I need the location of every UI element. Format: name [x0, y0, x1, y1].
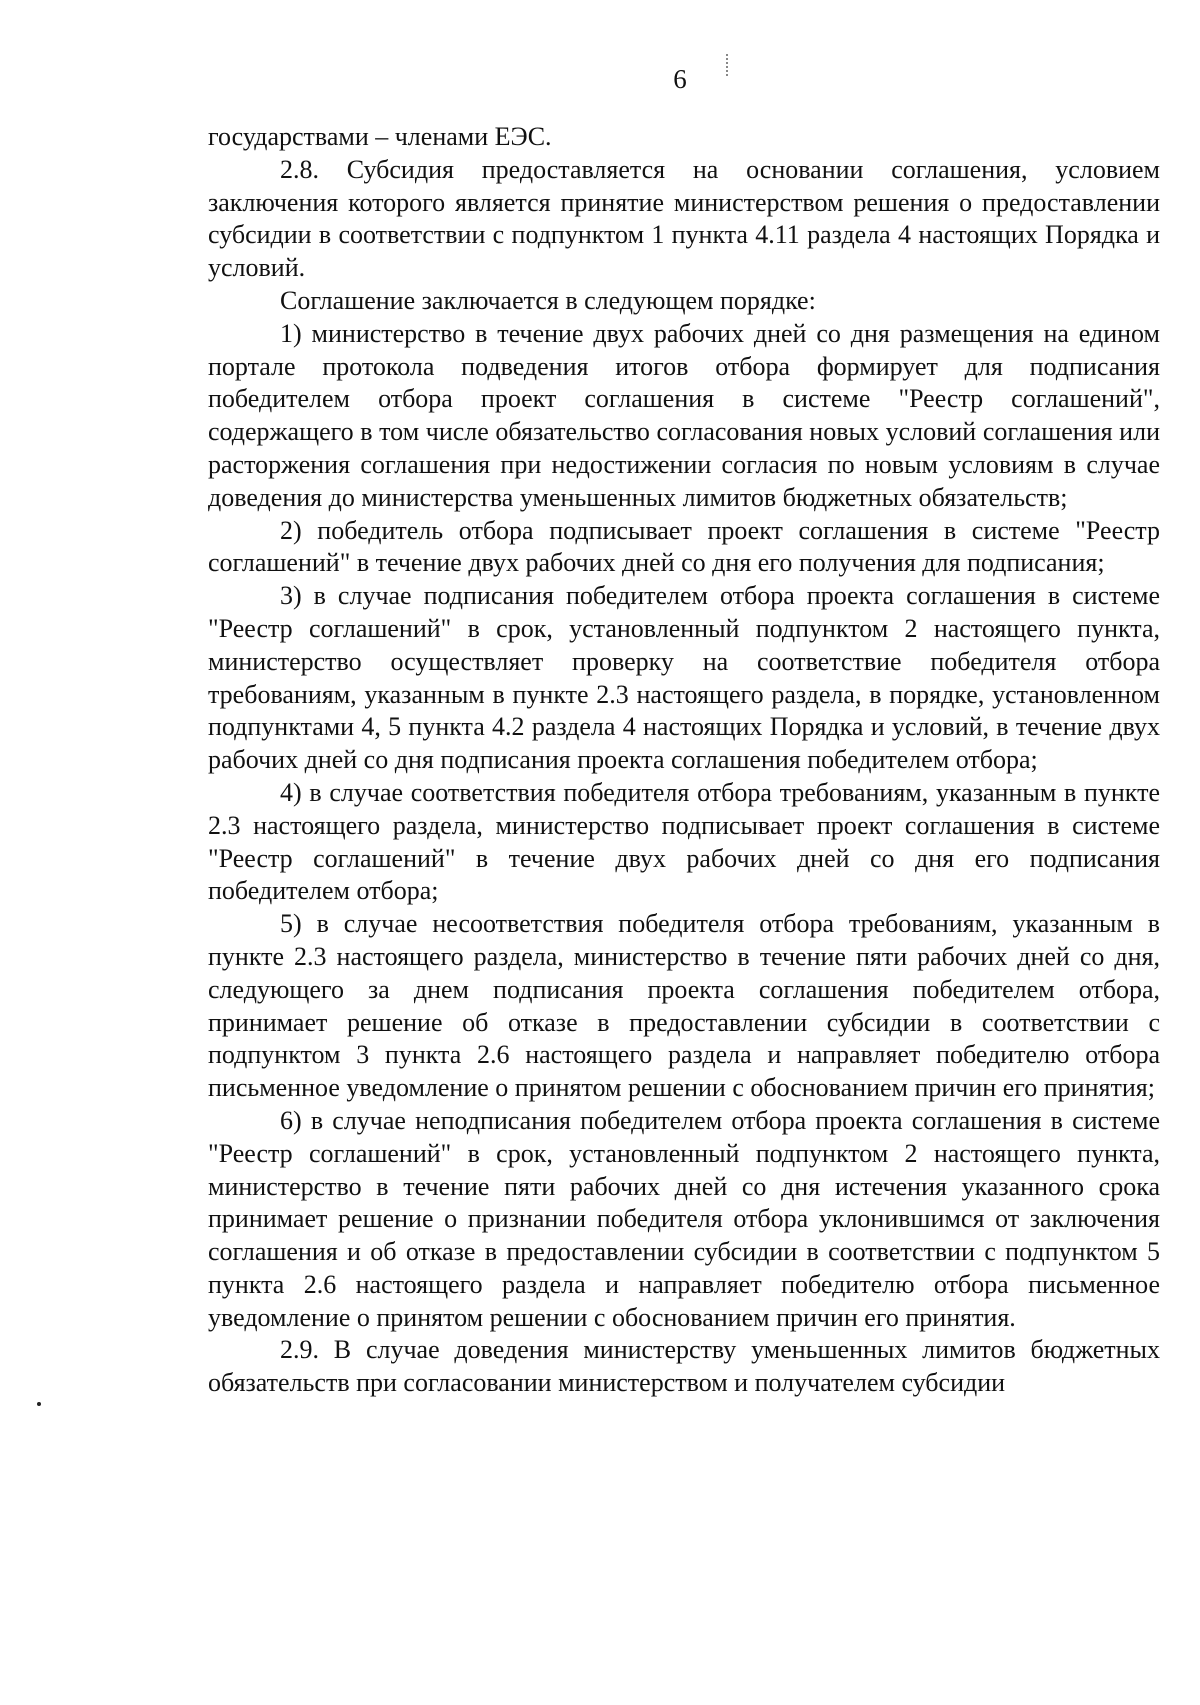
- paragraph-item-2: 2) победитель отбора подписывает проект соглашения в системе "Реестр соглашений" в течение двух рабочих дней со дня его получения для подписания;: [208, 515, 1160, 578]
- paragraph-item-6: 6) в случае неподписания победителем отбора проекта соглашения в системе "Реестр соглашений" в срок, установленный подпунктом 2 настоящего пункта, министерство в течение пяти рабочих дней со дня истечения указанного срока принимает решение о признании победителя отбора уклонившимся от заключения соглашения и об отказе в предоставлении субсидии в соответствии с подпунктом 5 пункта 2.6 настоящего раздела и направляет победителю отбора письменное уведомление о принятом решении с обоснованием причин его принятия.: [208, 1105, 1160, 1332]
- paragraph-agreement-order: Соглашение заключается в следующем порядке:: [280, 285, 816, 315]
- paragraph-2-9: 2.9. В случае доведения министерству уменьшенных лимитов бюджетных обязательств при согласовании министерством и получателем субсидии: [208, 1335, 1160, 1398]
- paragraph-item-3: 3) в случае подписания победителем отбора проекта соглашения в системе "Реестр соглашений" в срок, установленный подпунктом 2 настоящего пункта, министерство осуществляет проверку на соответствие победителя отбора требованиям, указанным в пункте 2.3 настоящего раздела, в порядке, установленном подпунктами 4, 5 пункта 4.2 раздела 4 настоящих Порядка и условий, в течение двух рабочих дней со дня подписания проекта соглашения победителем отбора;: [208, 581, 1160, 775]
- paragraph-continuation: государствами – членами ЕЭС.: [208, 122, 552, 151]
- paragraph-2-8: 2.8. Субсидия предоставляется на основании соглашения, условием заключения которого является принятие министерством решения о предоставлении субсидии в соответствии с подпунктом 1 пункта 4.11 раздела 4 настоящих Порядка и условий.: [208, 154, 1160, 283]
- document-body: [208, 121, 1160, 1400]
- scan-artifact-dot: [37, 1402, 41, 1406]
- scan-artifact-mark: [726, 54, 730, 76]
- page-number: 6: [673, 64, 687, 94]
- paragraph-item-4: 4) в случае соответствия победителя отбора требованиям, указанным в пункте 2.3 настоящего раздела, министерство подписывает проект соглашения в системе "Реестр соглашений" в течение двух рабочих дней со дня его подписания победителем отбора;: [208, 777, 1160, 906]
- paragraph-item-1: 1) министерство в течение двух рабочих дней со дня размещения на едином портале протокола подведения итогов отбора формирует для подписания победителем отбора проект соглашения в системе "Реестр соглашений", содержащего в том числе обязательство согласования новых условий соглашения или расторжения соглашения при недостижении согласия по новым условиям в случае доведения до министерства уменьшенных лимитов бюджетных обязательств;: [208, 318, 1160, 512]
- paragraph-item-5: 5) в случае несоответствия победителя отбора требованиям, указанным в пункте 2.3 настоящего раздела, министерство в течение пяти рабочих дней со дня, следующего за днем подписания проекта соглашения победителем отбора, принимает решение об отказе в предоставлении субсидии в соответствии с подпунктом 3 пункта 2.6 настоящего раздела и направляет победителю отбора письменное уведомление о принятом решении с обоснованием причин его принятия;: [208, 909, 1160, 1103]
